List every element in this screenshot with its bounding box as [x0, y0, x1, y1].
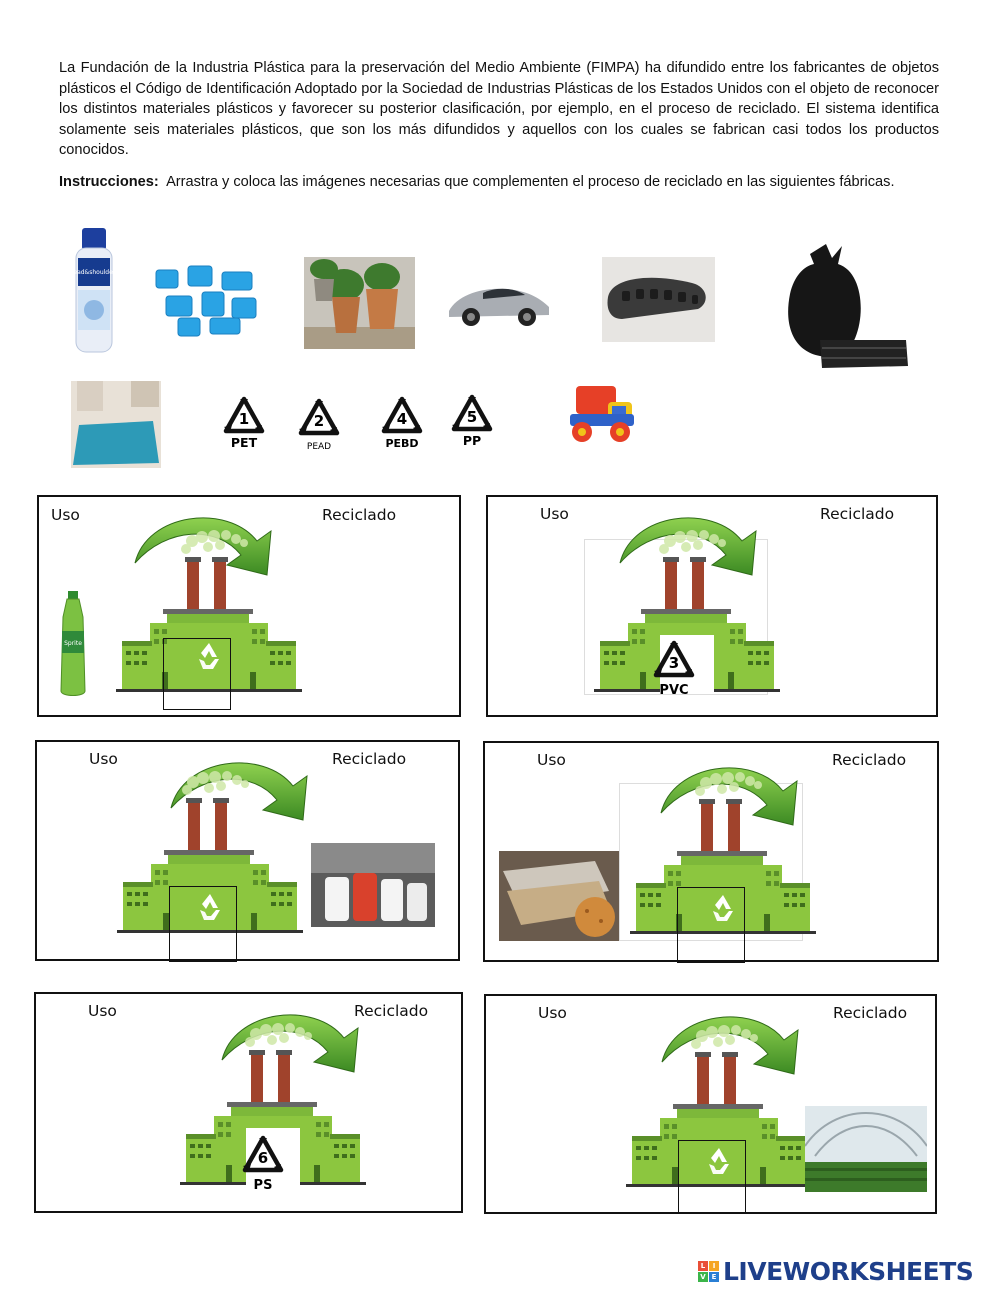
intro-paragraph: La Fundación de la Industria Plástica para la preservación del Medio Ambiente (FIMPA) ha difundido entre los fabricantes de objetos plásticos el Código de Identificación Adoptado por la Sociedad de Industrias Plásticas de los Estados Unidos con el objeto de reconocer los distintos materiales plásticos y favorecer su posterior clasificación, por ejemplo, en el proceso de reciclado. El sistema identifica solamente seis materiales plásticos, que son los más difundidos y aquellos con los cuales se fabrican casi todos los productos conocidos. — [59, 60, 939, 158]
recycle-code-1[interactable] — [222, 395, 268, 450]
brand-letter: E — [709, 1272, 719, 1282]
code-6-number: 6 — [257, 1149, 269, 1167]
factory-box-1 — [37, 495, 461, 717]
code-5-label: PP — [462, 433, 482, 448]
car-image[interactable] — [443, 275, 553, 330]
reciclado-label: Reciclado — [820, 505, 895, 523]
code-3-number: 3 — [668, 654, 680, 672]
code-5-number: 5 — [466, 408, 478, 426]
trash-bags-image[interactable] — [780, 244, 908, 369]
liveworksheets-logo — [698, 1255, 973, 1287]
instructions-paragraph — [59, 172, 939, 193]
drop-zone[interactable] — [678, 1140, 746, 1214]
brand-name: LIVEWORKSHEETS — [723, 1256, 974, 1286]
shoe-sole-image[interactable] — [602, 257, 715, 342]
carpet-image[interactable] — [71, 381, 161, 468]
reciclado-label: Reciclado — [354, 1002, 429, 1020]
code-1-label: PET — [230, 435, 258, 450]
reciclado-label: Reciclado — [322, 506, 397, 524]
greenhouse-image — [805, 1106, 927, 1192]
factory-box-6 — [484, 994, 937, 1214]
brand-letter: I — [709, 1261, 719, 1271]
shampoo-brand-text: head&shoulders — [69, 269, 119, 276]
code-2-number: 2 — [313, 412, 325, 430]
code-4-number: 4 — [396, 410, 408, 428]
reciclado-label: Reciclado — [332, 750, 407, 768]
drop-zone[interactable] — [169, 886, 237, 962]
code-4-label: PEBD — [385, 437, 419, 450]
drop-zone[interactable] — [677, 887, 745, 963]
recycle-code-3 — [652, 639, 698, 699]
reciclado-label: Reciclado — [833, 1004, 908, 1022]
recycle-code-6 — [241, 1134, 287, 1194]
soda-brand-text: Sprite — [64, 640, 82, 647]
recycle-code-4[interactable] — [380, 395, 426, 450]
factory-box-3 — [35, 740, 460, 961]
uso-label: Uso — [537, 751, 566, 769]
brand-letter: V — [698, 1272, 708, 1282]
factory-box-5 — [34, 992, 463, 1213]
brand-mark-icon — [698, 1261, 719, 1282]
uso-label: Uso — [88, 1002, 117, 1020]
uso-label: Uso — [540, 505, 569, 523]
reciclado-label: Reciclado — [832, 751, 907, 769]
recycle-code-5[interactable] — [450, 393, 496, 448]
flower-pots-image[interactable] — [304, 257, 415, 349]
brand-letter: L — [698, 1261, 708, 1271]
recycle-code-2[interactable] — [297, 397, 343, 452]
uso-label: Uso — [89, 750, 118, 768]
instructions-label: Instrucciones: — [59, 174, 159, 190]
factory-box-4 — [483, 741, 939, 962]
code-3-label: PVC — [659, 683, 689, 698]
toy-truck-image[interactable] — [566, 380, 638, 450]
uso-label: Uso — [538, 1004, 567, 1022]
soda-bottle-image — [53, 591, 93, 699]
shampoo-bottle-image[interactable] — [66, 228, 120, 355]
factory-box-2 — [486, 495, 938, 717]
code-2-label: PEAD — [306, 442, 332, 452]
cookie-container-image — [499, 851, 619, 941]
uso-label: Uso — [51, 506, 80, 524]
instructions-text: Arrastra y coloca las imágenes necesarias que complementen el proceso de reciclado en las siguientes fábricas. — [166, 174, 895, 190]
pvc-pipes-image[interactable] — [148, 262, 263, 340]
code-6-label: PS — [253, 1178, 273, 1193]
drop-zone[interactable] — [163, 638, 231, 710]
code-1-number: 1 — [238, 410, 250, 428]
plastic-jugs-image — [311, 843, 435, 927]
